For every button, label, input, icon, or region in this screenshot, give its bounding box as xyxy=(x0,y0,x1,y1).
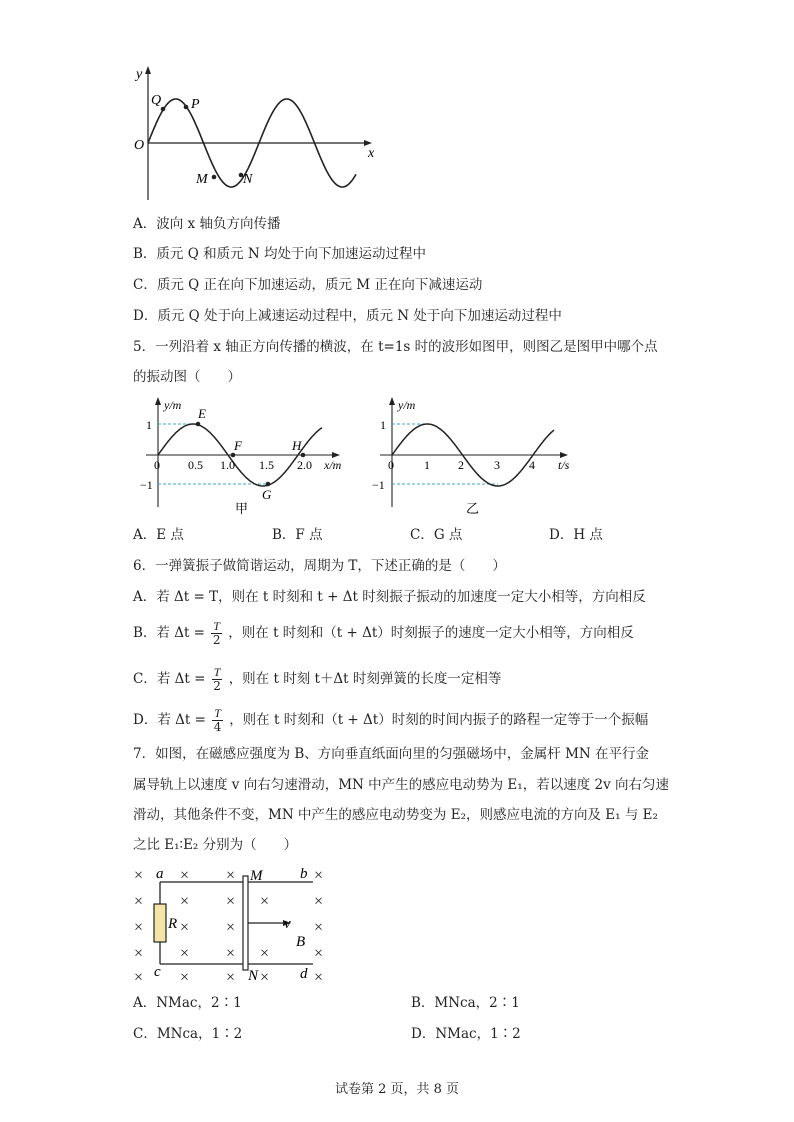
magnetic-field-cross: × xyxy=(180,945,190,962)
q6-d-suffix: ，则在 t 时刻和（t + Δt）时刻的时间内振子的路程一定等于一个振幅 xyxy=(229,712,649,728)
q6-b-numerator: T xyxy=(213,619,220,633)
magnetic-field-cross: × xyxy=(134,893,144,910)
q6-option-c xyxy=(133,666,501,693)
magnetic-field-cross: × xyxy=(226,969,236,986)
q6-c-denominator: 2 xyxy=(213,679,221,693)
yi-tick-y-pos: 1 xyxy=(380,418,386,432)
q6-option-b xyxy=(133,620,634,647)
jia-tick-x-0: 0 xyxy=(154,458,160,472)
q6-c-prefix: C．若 Δt = xyxy=(133,671,206,687)
q7-label-field-b: B xyxy=(296,934,306,950)
q5-option-c: C．G 点 xyxy=(410,527,463,543)
q7-option-c: C．MNca，1∶2 xyxy=(133,1026,243,1042)
yi-ylabel: y/m xyxy=(398,398,416,412)
yi-xlabel: t/s xyxy=(558,458,570,472)
q4-axis-x-label: x xyxy=(368,146,375,161)
q4-point-m: M xyxy=(196,172,208,187)
magnetic-field-cross: × xyxy=(260,945,270,962)
magnetic-field-cross: × xyxy=(314,969,324,986)
q6-d-denominator: 4 xyxy=(213,720,222,734)
jia-tick-y-neg: −1 xyxy=(140,478,153,492)
magnetic-field-cross: × xyxy=(180,969,190,986)
q6-d-numerator: T xyxy=(214,706,221,720)
magnetic-field-cross: × xyxy=(314,945,324,962)
q5-option-a: A．E 点 xyxy=(133,527,184,543)
q7-option-b: B．MNca，2∶1 xyxy=(411,995,520,1011)
q6-b-denominator: 2 xyxy=(212,633,221,647)
q6-b-prefix: B．若 Δt = xyxy=(133,625,205,641)
q6-option-a: A．若 Δt = T，则在 t 时刻和 t + Δt 时刻振子振动的加速度一定大小相等，方向相反 xyxy=(133,589,646,605)
q7-label-r: R xyxy=(168,916,178,932)
magnetic-field-cross: × xyxy=(314,919,324,936)
jia-xlabel: x/m xyxy=(324,458,342,472)
q7-label-d: d xyxy=(300,966,308,982)
q7-label-c: c xyxy=(154,964,161,980)
yi-tick-x-3: 3 xyxy=(494,458,500,472)
q6-stem: 6．一弹簧振子做简谐运动，周期为 T，下述正确的是（ ） xyxy=(133,558,506,574)
q7-label-n: N xyxy=(248,968,259,984)
q6-c-fraction xyxy=(212,666,223,693)
q4-option-a: A．波向 x 轴负方向传播 xyxy=(133,216,281,232)
q7-stem-line1: 7．如图，在磁感应强度为 B、方向垂直纸面向里的匀强磁场中，金属杆 MN 在平行金 xyxy=(133,746,650,762)
q5-figure-yi xyxy=(372,395,582,517)
q4-wave-figure xyxy=(128,62,388,202)
q6-d-prefix: D．若 Δt = xyxy=(133,712,206,728)
magnetic-field-cross: × xyxy=(226,919,236,936)
q4-option-d: D．质元 Q 处于向上减速运动过程中，质元 N 处于向下加速运动过程中 xyxy=(133,308,562,324)
q6-c-numerator: T xyxy=(213,665,221,679)
magnetic-field-cross: × xyxy=(180,867,190,884)
q6-d-fraction xyxy=(212,707,223,734)
q4-origin-label: O xyxy=(134,138,145,153)
q6-option-d xyxy=(133,707,648,734)
magnetic-field-cross: × xyxy=(314,867,324,884)
q5-stem-line1: 5．一列沿着 x 轴正方向传播的横波，在 t=1s 时的波形如图甲，则图乙是图甲中哪个点 xyxy=(133,339,658,355)
q5-option-d: D．H 点 xyxy=(549,527,603,543)
q5-figure-jia xyxy=(140,395,355,517)
jia-point-g: G xyxy=(262,487,272,502)
magnetic-field-cross: × xyxy=(180,919,190,936)
magnetic-field-cross: × xyxy=(134,969,144,986)
jia-ylabel: y/m xyxy=(164,398,182,412)
q4-point-p: P xyxy=(191,97,200,112)
q4-option-b: B．质元 Q 和质元 N 均处于向下加速运动过程中 xyxy=(133,246,426,262)
jia-point-h: H xyxy=(292,438,302,453)
jia-tick-y-pos: 1 xyxy=(146,418,152,432)
magnetic-field-cross: × xyxy=(134,945,144,962)
q7-stem-line2: 属导轨上以速度 v 向右匀速滑动，MN 中产生的感应电动势为 E₁，若以速度 2v 向右匀速 xyxy=(133,777,669,793)
q7-label-v: v xyxy=(284,916,291,932)
q4-point-q: Q xyxy=(151,93,162,108)
q6-c-suffix: ，则在 t 时刻 t＋Δt 时刻弹簧的长度一定相等 xyxy=(228,671,502,687)
jia-tick-x-10: 1.0 xyxy=(220,458,235,472)
q4-option-c: C．质元 Q 正在向下加速运动，质元 M 正在向下减速运动 xyxy=(133,277,483,293)
magnetic-field-cross: × xyxy=(226,893,236,910)
q7-option-d: D．NMac，1∶2 xyxy=(411,1026,521,1042)
q5-stem-line2: 的振动图（ ） xyxy=(133,369,241,385)
jia-point-f: F xyxy=(234,438,242,453)
magnetic-field-cross: × xyxy=(134,919,144,936)
q7-stem-line3: 滑动，其他条件不变，MN 中产生的感应电动势变为 E₂，则感应电流的方向及 E₁ 与 E₂ xyxy=(133,807,658,823)
magnetic-field-cross: × xyxy=(260,893,270,910)
jia-point-e: E xyxy=(198,406,206,421)
q7-option-a: A．NMac，2∶1 xyxy=(133,995,242,1011)
q7-circuit-figure xyxy=(128,862,338,990)
yi-caption: 乙 xyxy=(466,501,480,516)
magnetic-field-cross: × xyxy=(226,945,236,962)
yi-tick-x-0: 0 xyxy=(388,458,394,472)
q4-axis-y-label: y xyxy=(136,67,143,82)
q7-label-a: a xyxy=(156,866,164,882)
magnetic-field-cross: × xyxy=(134,867,144,884)
page-footer: 试卷第 2 页，共 8 页 xyxy=(334,1082,460,1097)
jia-tick-x-05: 0.5 xyxy=(188,458,203,472)
q4-point-n: N xyxy=(243,172,253,187)
magnetic-field-cross: × xyxy=(180,893,190,910)
q7-label-b: b xyxy=(300,866,308,882)
yi-tick-x-4: 4 xyxy=(529,458,535,472)
q6-b-suffix: ，则在 t 时刻和（t + Δt）时刻振子的速度一定大小相等，方向相反 xyxy=(228,625,634,641)
magnetic-field-cross: × xyxy=(226,867,236,884)
jia-caption: 甲 xyxy=(235,501,249,516)
yi-tick-x-1: 1 xyxy=(424,458,430,472)
magnetic-field-cross: × xyxy=(260,969,270,986)
q7-label-m: M xyxy=(250,868,263,884)
jia-tick-x-20: 2.0 xyxy=(297,458,312,472)
q5-option-b: B．F 点 xyxy=(272,527,323,543)
q6-b-fraction xyxy=(211,620,222,647)
magnetic-field-cross: × xyxy=(314,893,324,910)
yi-tick-y-neg: −1 xyxy=(372,478,385,492)
jia-tick-x-15: 1.5 xyxy=(259,458,274,472)
q7-stem-line4: 之比 E₁∶E₂ 分别为（ ） xyxy=(133,837,298,853)
yi-tick-x-2: 2 xyxy=(458,458,464,472)
